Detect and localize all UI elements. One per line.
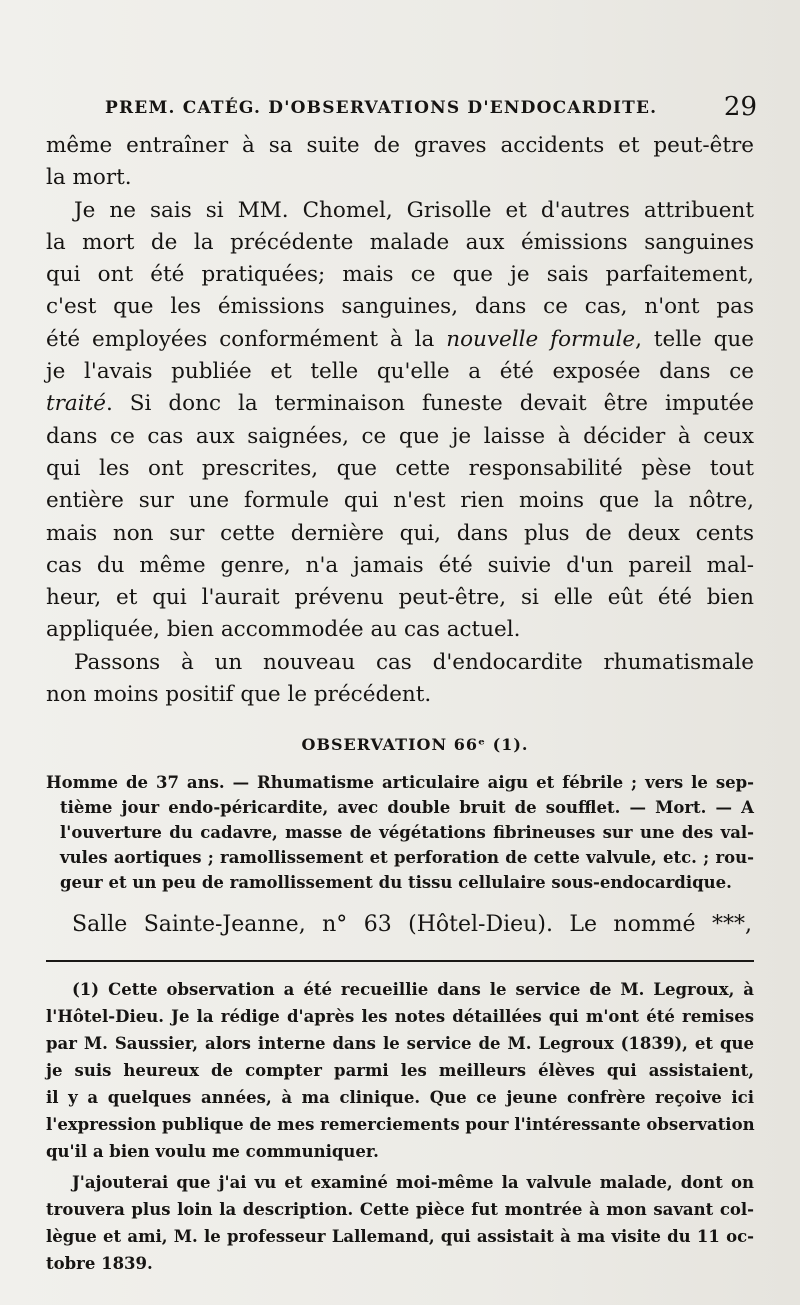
summary-line: geur et un peu de ramollissement du tissu cellulaire sous-endocardique. (60, 873, 732, 892)
footnote-line: par M. Saussier, alors interne dans le service de M. Legroux (1839), et que (46, 1034, 754, 1053)
footnote-line: il y a quelques années, à ma clinique. Que ce jeune confrère reçoive ici (46, 1088, 754, 1107)
footnotes (46, 976, 754, 1277)
text-segment: . Si donc la terminaison funeste devait être imputée (105, 391, 754, 417)
text-line: la mort. (46, 165, 132, 191)
text-line (46, 388, 754, 420)
observation-summary (46, 770, 754, 895)
footnote-line: l'expression publique de mes remerciements pour l'intéressante observation (46, 1115, 755, 1134)
footnote-line: l'Hôtel-Dieu. Je la rédige d'après les notes détaillées qui m'ont été remises (46, 1007, 754, 1026)
main-text (46, 130, 754, 711)
text-line: entière sur une formule qui n'est rien moins que la nôtre, (46, 488, 754, 514)
text-line: qui les ont prescrites, que cette responsabilité pèse tout (46, 455, 754, 481)
footnote-line: lègue et ami, M. le professeur Lallemand, qui assistait à ma visite du 11 oc- (46, 1227, 754, 1246)
italic-word: traité (46, 391, 106, 417)
footnote-line: je suis heureux de compter parmi les meilleurs élèves qui assistaient, (46, 1061, 754, 1080)
running-title: PREM. CATÉG. D'OBSERVATIONS D'ENDOCARDITE. (105, 98, 658, 118)
text-line: mais non sur cette dernière qui, dans plus de deux cents (46, 520, 754, 546)
summary-line: tième jour endo-péricardite, avec double bruit de soufflet. — Mort. — A (60, 798, 754, 817)
text-line: Passons à un nouveau cas d'endocardite rhumatismale (74, 649, 754, 675)
text-line: c'est que les émissions sanguines, dans ce cas, n'ont pas (46, 294, 754, 320)
text-line: appliquée, bien accommodée au cas actuel. (46, 617, 521, 643)
italic-phrase: nouvelle formule (446, 326, 636, 352)
summary-line: vules aortiques ; ramollissement et perforation de cette valvule, etc. ; rou- (60, 848, 754, 867)
footnote-line: J'ajouterai que j'ai vu et examiné moi-même la valvule malade, dont on (72, 1173, 754, 1192)
text-line: dans ce cas aux saignées, ce que je laisse à décider à ceux (46, 423, 754, 449)
text-line: je l'avais publiée et telle qu'elle a été exposée dans ce (46, 359, 754, 385)
text-line: la mort de la précédente malade aux émissions sanguines (46, 229, 754, 255)
text-line: cas du même genre, n'a jamais été suivie d'un pareil mal- (46, 552, 754, 578)
text-segment: été employées conformément à la (46, 326, 435, 352)
text-line: qui ont été pratiquées; mais ce que je sais parfaitement, (46, 262, 754, 288)
footnote-line: (1) Cette observation a été recueillie dans le service de M. Legroux, à (72, 980, 754, 999)
text-segment: , telle que (635, 326, 754, 352)
text-line: non moins positif que le précédent. (46, 682, 432, 708)
running-header (105, 92, 765, 124)
page-number: 29 (723, 92, 757, 122)
footnote-line: qu'il a bien voulu me communiquer. (46, 1142, 379, 1161)
observation-title-text: OBSERVATION 66ᵉ (1). (301, 735, 529, 754)
summary-line: l'ouverture du cadavre, masse de végétations fibrineuses sur une des val- (60, 823, 754, 842)
text-line: Je ne sais si MM. Chomel, Grisolle et d'autres attribuent (74, 197, 754, 223)
observation-opening: Salle Sainte-Jeanne, n° 63 (Hôtel-Dieu). Le nommé ***, (72, 912, 752, 937)
footnote-divider (46, 960, 754, 962)
text-line: même entraîner à sa suite de graves accidents et peut-être (46, 133, 754, 158)
summary-line: Homme de 37 ans. — Rhumatisme articulaire aigu et fébrile ; vers le sep- (46, 773, 754, 792)
text-line: heur, et qui l'aurait prévenu peut-être, si elle eût été bien (46, 585, 754, 611)
text-line (46, 324, 754, 356)
observation-title (0, 735, 800, 754)
footnote-line: trouvera plus loin la description. Cette pièce fut montrée à mon savant col- (46, 1200, 754, 1219)
footnote-line: tobre 1839. (46, 1254, 153, 1273)
